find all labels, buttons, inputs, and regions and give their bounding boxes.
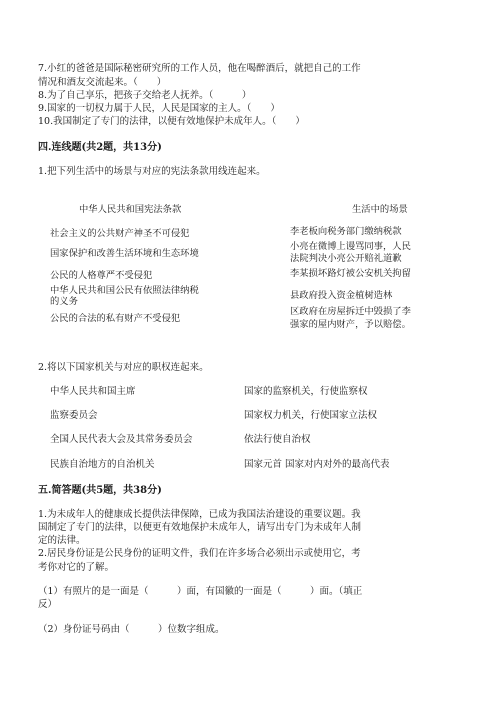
matching-2-left-item: 民族自治地方的自治机关 bbox=[50, 459, 155, 470]
matching-1-right-item: 李老板向税务部门缴纳税款 bbox=[290, 226, 402, 237]
matching-1-right-item-continued: 法院判决小亮公开赔礼道歉 bbox=[290, 253, 402, 264]
matching-2-right-item: 国家元首 国家对内对外的最高代表 bbox=[244, 459, 390, 470]
question-10: 10.我国制定了专门的法律，以便有效地保护未成年人。（ ） bbox=[38, 116, 305, 127]
matching-1-left-item-continued: 的义务 bbox=[50, 296, 78, 307]
matching-1-right-item: 县政府投入资金植树造林 bbox=[290, 290, 393, 301]
short-answer-2-sub1-line1: （1）有照片的是一面是（ ）面，有国徽的一面是（ ）面。（填正 bbox=[38, 586, 363, 597]
short-answer-2-line2: 考你对它的了解。 bbox=[38, 562, 115, 573]
matching-1-right-item: 李某损坏路灯被公安机关拘留 bbox=[290, 268, 411, 279]
matching-1-right-item: 小亮在微博上谩骂同事，人民 bbox=[290, 241, 411, 252]
question-7-line1: 7.小红的爸爸是国际秘密研究所的工作人员，他在喝醉酒后，就把自己的工作 bbox=[38, 63, 361, 74]
section-4-heading: 四.连线题(共2题，共13分) bbox=[38, 142, 162, 153]
short-answer-1-line2: 国制定了专门的法律，以便更有效地保护未成年人，请写出专门为未成年人制 bbox=[38, 522, 362, 533]
short-answer-1-line3: 定的法律。 bbox=[38, 535, 86, 546]
matching-2-right-item: 国家的监察机关，行使监察权 bbox=[244, 386, 368, 397]
matching-2-prompt: 2.将以下国家机关与对应的职权连起来。 bbox=[38, 362, 209, 373]
short-answer-2-sub2: （2）身份证号码由（ ）位数字组成。 bbox=[38, 624, 225, 635]
matching-1-left-item: 公民的合法的私有财产不受侵犯 bbox=[50, 313, 181, 324]
matching-1-left-item: 社会主义的公共财产神圣不可侵犯 bbox=[50, 228, 190, 239]
short-answer-1-line1: 1.为未成年人的健康成长提供法律保障，已成为我国法治建设的重要议题。我 bbox=[38, 509, 361, 520]
matching-1-left-item: 中华人民共和国公民有依照法律纳税 bbox=[50, 285, 199, 296]
matching-1-right-item-continued: 强家的屋内财产，予以赔偿。 bbox=[290, 319, 411, 330]
matching-1-left-header: 中华人民共和国宪法条款 bbox=[79, 204, 182, 215]
short-answer-2-line1: 2.居民身份证是公民身份的证明文件，我们在许多场合必须出示或使用它，考 bbox=[38, 548, 361, 559]
question-7-line2: 情况和酒友交流起来。（ ） bbox=[38, 77, 167, 88]
matching-1-right-item: 区政府在房屋拆迁中毁损了李 bbox=[290, 306, 411, 317]
matching-1-prompt: 1.把下列生活中的场景与对应的宪法条款用线连起来。 bbox=[38, 166, 266, 177]
matching-2-left-item: 中华人民共和国主席 bbox=[50, 386, 136, 397]
matching-2-left-item: 监察委员会 bbox=[50, 410, 98, 421]
matching-2-right-item: 国家权力机关，行使国家立法权 bbox=[244, 410, 378, 421]
matching-2-left-item: 全国人民代表大会及其常务委员会 bbox=[50, 434, 193, 445]
short-answer-2-sub1-line2: 反） bbox=[38, 599, 58, 610]
matching-1-right-header: 生活中的场景 bbox=[352, 204, 408, 215]
section-5-heading: 五.简答题(共5题，共38分) bbox=[38, 485, 162, 496]
question-9: 9.国家的一切权力属于人民，人民是国家的主人。（ ） bbox=[38, 103, 280, 114]
question-8: 8.为了自己享乐，把孩子交给老人抚养。（ ） bbox=[38, 90, 252, 101]
matching-2-right-item: 依法行使自治权 bbox=[244, 434, 311, 445]
matching-1-left-item: 公民的人格尊严不受侵犯 bbox=[50, 270, 153, 281]
matching-1-left-item: 国家保护和改善生活环境和生态环境 bbox=[50, 248, 199, 259]
